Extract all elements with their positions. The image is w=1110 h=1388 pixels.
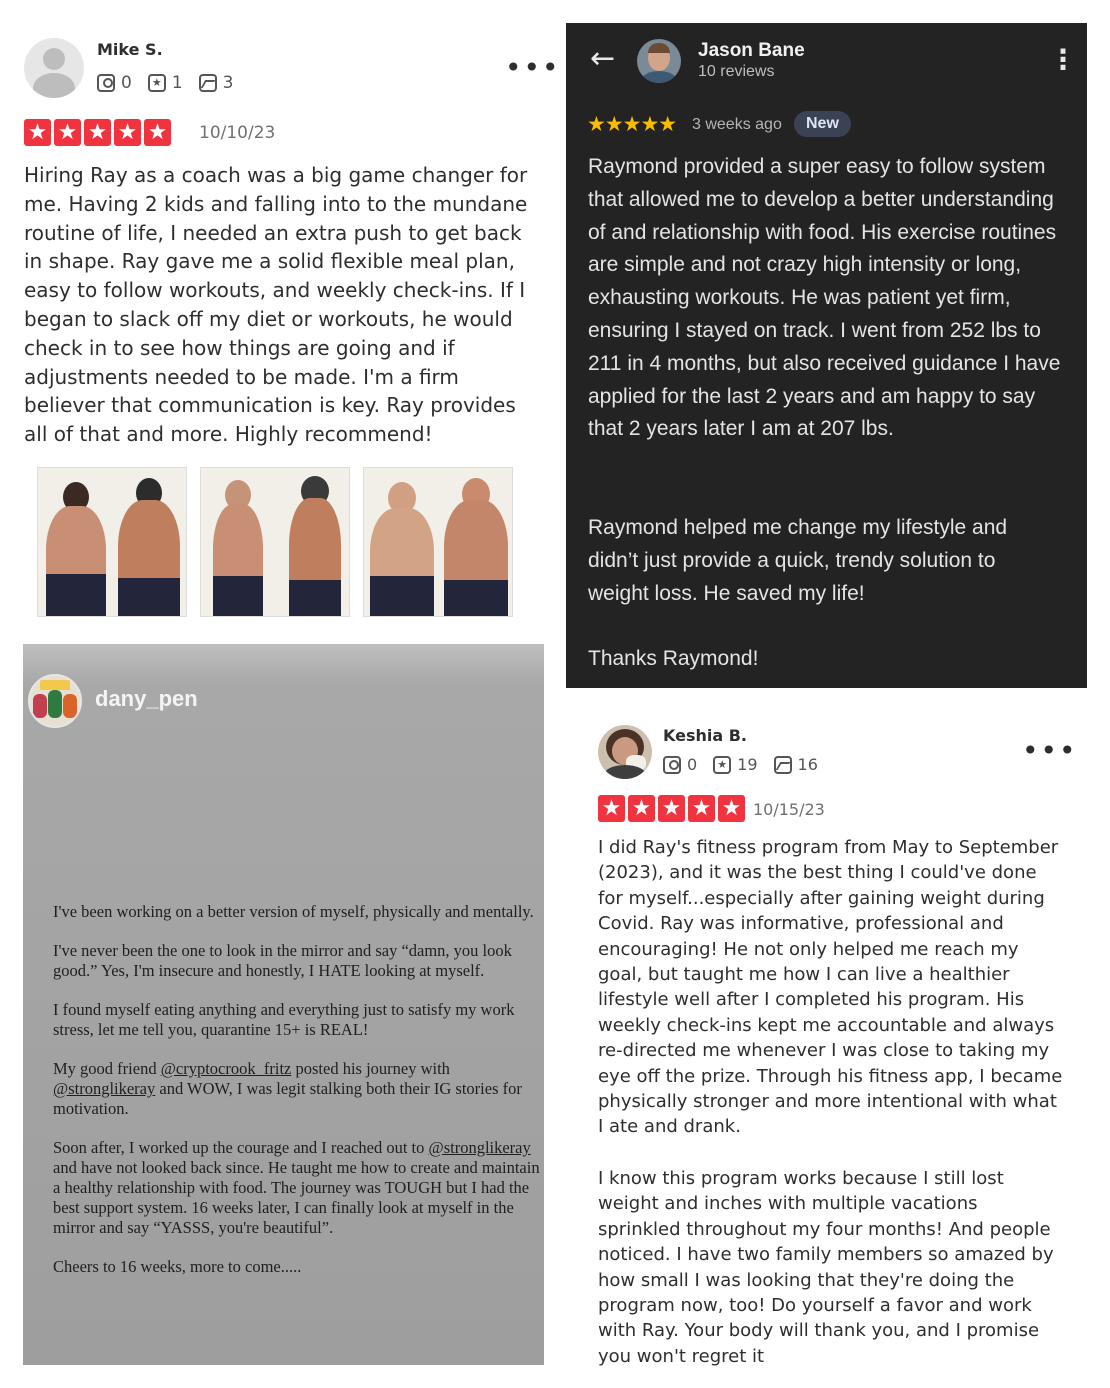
- story-paragraph-4: My good friend @cryptocrook_fritz posted his journey with @stronglikeray and WOW, I was legit stalking both their IG stories for motivation.: [53, 1059, 522, 1118]
- reviewer-name[interactable]: Mike S.: [97, 40, 163, 59]
- reviewer-stats: [97, 73, 233, 93]
- story-paragraph-5: Soon after, I worked up the courage and I reached out to @stronglikeray and have not looked back since. He taught me how to create and maintain a healthy relationship with food. The journey was TOUGH but I had the best support system. 16 weeks later, I can finally look at myself in the mirror and say “YASSS, you're beautiful”.: [53, 1138, 540, 1237]
- avatar[interactable]: [28, 674, 82, 728]
- review-time: 3 weeks ago: [692, 116, 782, 133]
- instagram-story-card: [23, 644, 544, 1365]
- story-paragraph-1: I've been working on a better version of myself, physically and mentally.: [53, 902, 534, 921]
- friends-icon: [663, 756, 681, 774]
- photo-count-icon: [199, 74, 217, 92]
- photo-count: 3: [222, 73, 234, 93]
- story-text: [53, 902, 541, 1277]
- star-icon: ★: [628, 795, 655, 822]
- mention-link-stronglikeray[interactable]: @stronglikeray: [53, 1079, 156, 1098]
- star-icon: ★: [24, 119, 51, 146]
- review-text-paragraph-2: Raymond helped me change my lifestyle and didn’t just provide a quick, trendy solution to weight loss. He saved my life!: [588, 516, 1008, 605]
- kebab-menu-icon[interactable]: ⋮: [1049, 43, 1077, 76]
- progress-photo-back[interactable]: [37, 467, 187, 617]
- photo-count: 16: [797, 755, 818, 774]
- star-icon: ★: [688, 795, 715, 822]
- star-icon: ★: [144, 119, 171, 146]
- review-date: 10/10/23: [199, 123, 276, 143]
- star-icon: ★: [718, 795, 745, 822]
- rating-stars: ★★★★★: [587, 112, 677, 136]
- story-paragraph-6: Cheers to 16 weeks, more to come.....: [53, 1257, 302, 1276]
- progress-photo-side[interactable]: [200, 467, 350, 617]
- review-text-paragraph-1: I did Ray's fitness program from May to September (2023), and it was the best thing I could've done for myself...especially after gaining weight during Covid. Ray was informative, professional and encouraging! He not only helped me reach my goal, but taught me how I can live a healthier lifestyle well after I completed his program. His weekly check-ins kept me accountable and always re-directed me whenever I was close to taking my eye off the prize. Through his fitness app, I became physically stronger and more intentional with what I ate and drank.: [598, 837, 1063, 1138]
- jason-review-card: [566, 23, 1087, 688]
- story-paragraph-2: I've never been the one to look in the mirror and say “damn, you look good.” Yes, I'm insecure and honestly, I HATE looking at myself.: [53, 941, 512, 980]
- star-icon: ★: [54, 119, 81, 146]
- progress-photo-front[interactable]: [363, 467, 513, 617]
- mention-link-stronglikeray[interactable]: @stronglikeray: [428, 1138, 531, 1157]
- review-count-icon: ★: [713, 756, 731, 774]
- avatar[interactable]: [598, 725, 652, 779]
- more-options-icon[interactable]: •••: [505, 51, 561, 84]
- instagram-username[interactable]: dany_pen: [95, 686, 198, 711]
- review-count-icon: ★: [148, 74, 166, 92]
- rating-stars: [24, 119, 171, 146]
- star-icon: ★: [114, 119, 141, 146]
- star-icon: ★: [598, 795, 625, 822]
- rating-stars: [598, 795, 745, 822]
- reviewer-name[interactable]: Jason Bane: [698, 40, 805, 61]
- back-arrow-icon[interactable]: ←: [590, 41, 616, 76]
- review-text: Hiring Ray as a coach was a big game changer for me. Having 2 kids and falling into to the mundane routine of life, I needed an extra push to get back in shape. Ray gave me a solid flexible meal plan, easy to follow workouts, and weekly check-ins. If I began to slack off my diet or workouts, he would check in to see how things are going and if adjustments needed to be made. I'm a firm believer that communication is key. Ray provides all of that and more. Highly recommend!: [24, 163, 528, 447]
- star-icon: ★: [84, 119, 111, 146]
- new-badge: New: [794, 111, 851, 137]
- review-count: 19: [737, 755, 758, 774]
- story-paragraph-3: I found myself eating anything and everything just to satisfy my work stress, let me tell you, quarantine 15+ is REAL!: [53, 1000, 515, 1039]
- friends-count: 0: [687, 755, 698, 774]
- review-date: 10/15/23: [753, 800, 825, 819]
- reviewer-review-count: 10 reviews: [698, 63, 775, 80]
- friends-icon: [97, 74, 115, 92]
- photo-count-icon: [774, 756, 792, 774]
- star-icon: ★: [658, 795, 685, 822]
- friends-count: 0: [121, 73, 132, 93]
- more-options-icon[interactable]: •••: [1022, 734, 1078, 767]
- review-count: 1: [171, 73, 183, 93]
- review-text-paragraph-2: I know this program works because I still lost weight and inches with multiple vacations sprinkled throughout my four months! And people noticed. I have two family members so amazed by how small I was looking that they're doing the program now, too! Do yourself a favor and work with Ray. Your body will thank you, and I promise you won't regret it: [598, 1168, 1054, 1367]
- avatar[interactable]: [637, 39, 681, 83]
- review-text-paragraph-1: Raymond provided a super easy to follow system that allowed me to develop a better understanding of and relationship with food. His exercise routines are simple and not crazy high intensity or long, exhausting workouts. He was patient yet firm, ensuring I stayed on track. I went from 252 lbs to 211 in 4 months, but also received guidance I have applied for the last 2 years and am happy to say that 2 years later I am at 207 lbs.: [588, 155, 1061, 441]
- reviewer-name[interactable]: Keshia B.: [663, 726, 748, 745]
- review-text-paragraph-3: Thanks Raymond!: [588, 647, 759, 670]
- mention-link-cryptocrook-fritz[interactable]: @cryptocrook_fritz: [160, 1059, 292, 1078]
- reviewer-stats: [663, 755, 818, 774]
- avatar[interactable]: [24, 38, 84, 98]
